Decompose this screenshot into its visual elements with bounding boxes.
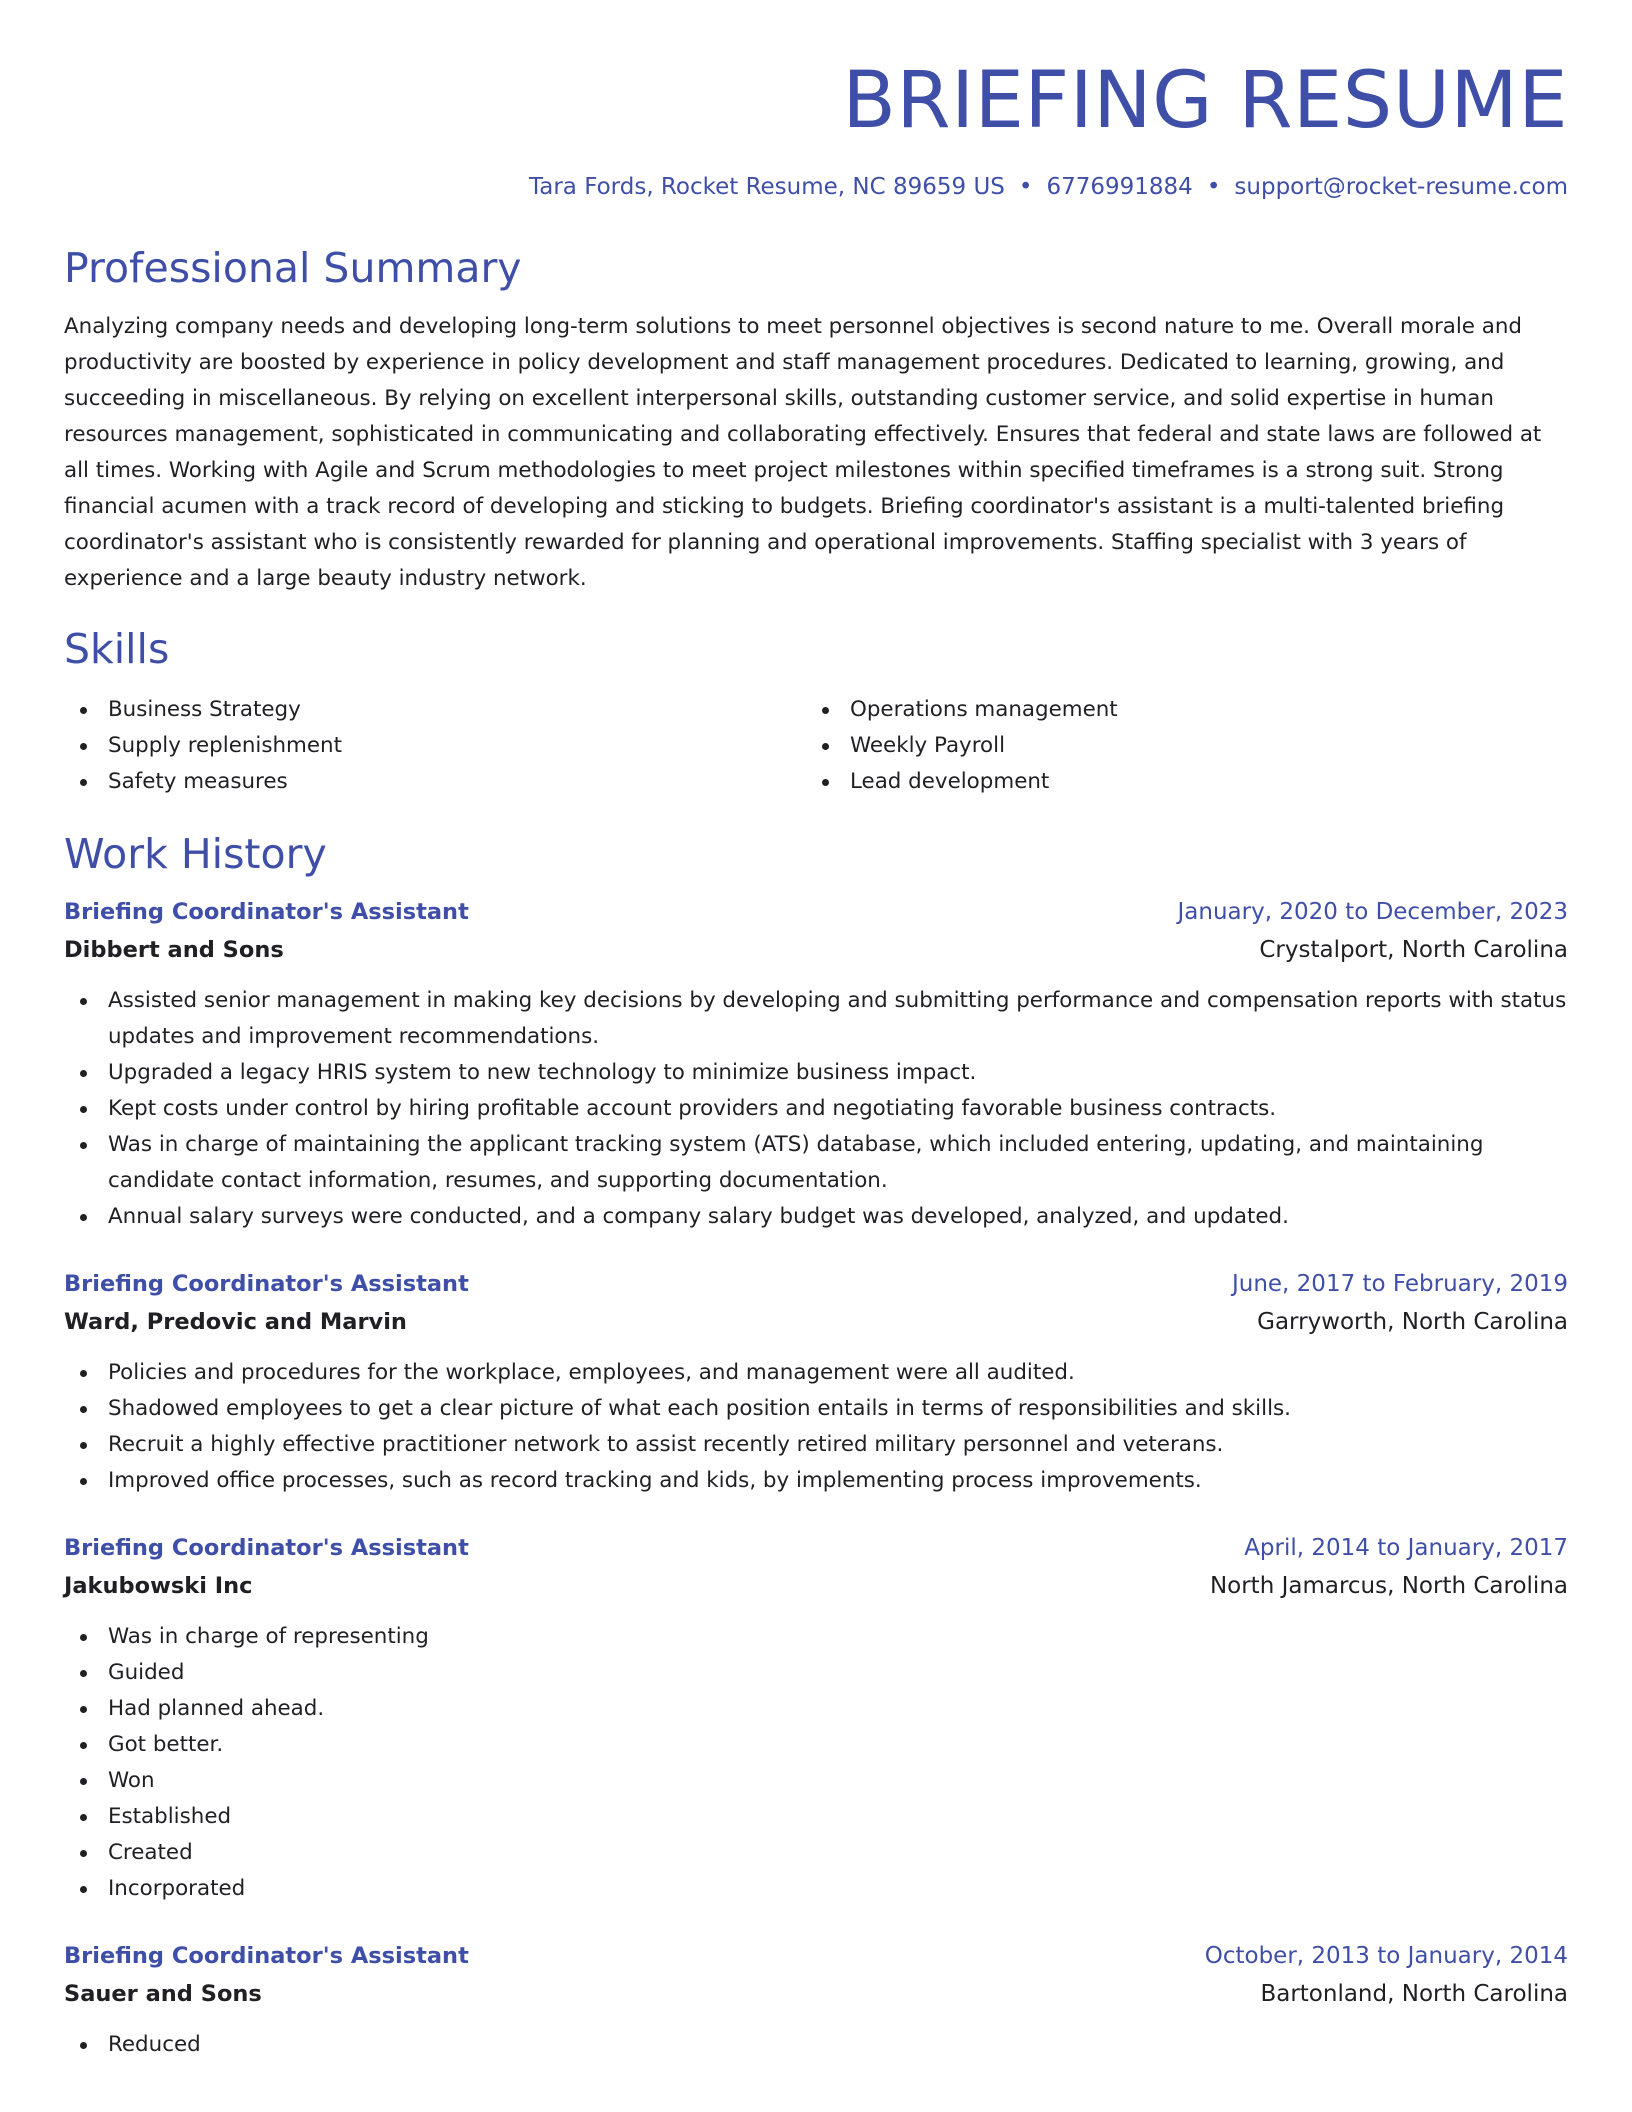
contact-email: support@rocket-resume.com bbox=[1234, 174, 1568, 200]
job-location: Garryworth, North Carolina bbox=[1257, 1309, 1568, 1336]
job-duty: Improved office processes, such as record tracking and kids, by implementing process improvements. bbox=[64, 1463, 1568, 1499]
contact-address: Tara Fords, Rocket Resume, NC 89659 US bbox=[529, 174, 1005, 200]
job-entry bbox=[64, 1529, 1568, 1907]
job-entry bbox=[64, 893, 1568, 1235]
skills-list bbox=[64, 692, 1568, 800]
job-duty: Annual salary surveys were conducted, and a company salary budget was developed, analyzed, and updated. bbox=[64, 1199, 1568, 1235]
job-duties bbox=[64, 2027, 1568, 2063]
job-title: Briefing Coordinator's Assistant bbox=[64, 1943, 469, 1970]
job-duties bbox=[64, 1619, 1568, 1907]
job-duty: Incorporated bbox=[64, 1871, 1568, 1907]
job-entry bbox=[64, 1937, 1568, 2063]
job-dates: October, 2013 to January, 2014 bbox=[1204, 1943, 1568, 1970]
job-duty: Policies and procedures for the workplace, employees, and management were all audited. bbox=[64, 1355, 1568, 1391]
job-header-row bbox=[64, 1529, 1568, 1567]
job-company: Ward, Predovic and Marvin bbox=[64, 1309, 407, 1336]
job-duty: Upgraded a legacy HRIS system to new technology to minimize business impact. bbox=[64, 1055, 1568, 1091]
job-header-row bbox=[64, 893, 1568, 931]
skills-column-right bbox=[806, 692, 1548, 800]
skill-item: Business Strategy bbox=[64, 692, 806, 728]
skill-item: Supply replenishment bbox=[64, 728, 806, 764]
job-title: Briefing Coordinator's Assistant bbox=[64, 1271, 469, 1298]
job-duty: Was in charge of representing bbox=[64, 1619, 1568, 1655]
resume-page bbox=[64, 0, 1568, 2063]
job-duties bbox=[64, 983, 1568, 1235]
job-duty: Kept costs under control by hiring profitable account providers and negotiating favorable business contracts. bbox=[64, 1091, 1568, 1127]
skill-item: Safety measures bbox=[64, 764, 806, 800]
job-duty: Shadowed employees to get a clear picture of what each position entails in terms of responsibilities and skills. bbox=[64, 1391, 1568, 1427]
job-duty: Recruit a highly effective practitioner network to assist recently retired military personnel and veterans. bbox=[64, 1427, 1568, 1463]
job-dates: April, 2014 to January, 2017 bbox=[1244, 1535, 1568, 1562]
skill-item: Lead development bbox=[806, 764, 1548, 800]
job-duties bbox=[64, 1355, 1568, 1499]
skills-heading: Skills bbox=[64, 624, 170, 673]
job-header-row bbox=[64, 1937, 1568, 1975]
job-company-row bbox=[64, 1303, 1568, 1341]
job-company: Jakubowski Inc bbox=[64, 1573, 253, 1600]
contact-separator: • bbox=[1018, 174, 1033, 200]
job-dates: June, 2017 to February, 2019 bbox=[1231, 1271, 1568, 1298]
contact-separator: • bbox=[1206, 174, 1221, 200]
job-duty: Assisted senior management in making key decisions by developing and submitting performance and compensation reports with status updates and improvement recommendations. bbox=[64, 983, 1568, 1055]
job-title: Briefing Coordinator's Assistant bbox=[64, 1535, 469, 1562]
job-duty: Established bbox=[64, 1799, 1568, 1835]
job-duty: Won bbox=[64, 1763, 1568, 1799]
skill-item: Weekly Payroll bbox=[806, 728, 1548, 764]
job-duty: Reduced bbox=[64, 2027, 1568, 2063]
summary-text: Analyzing company needs and developing long-term solutions to meet personnel objectives is second nature to me. Overall morale and productivity are boosted by experience in policy development and staff management procedures. Dedicated to learning, growing, and succeeding in miscellaneous. By relying on excellent interpersonal skills, outstanding customer service, and solid expertise in human resources management, sophisticated in communicating and collaborating effectively. Ensures that federal and state laws are followed at all times. Working with Agile and Scrum methodologies to meet project milestones within specified timeframes is a strong suit. Strong financial acumen with a track record of developing and sticking to budgets. Briefing coordinator's assistant is a multi-talented briefing coordinator's assistant who is consistently rewarded for planning and operational improvements. Staffing specialist with 3 years of experience and a large beauty industry network. bbox=[64, 313, 1542, 591]
job-company: Dibbert and Sons bbox=[64, 937, 284, 964]
job-company-row bbox=[64, 1975, 1568, 2013]
job-company-row bbox=[64, 931, 1568, 969]
job-duty: Had planned ahead. bbox=[64, 1691, 1568, 1727]
contact-line bbox=[64, 174, 1568, 202]
job-location: Crystalport, North Carolina bbox=[1259, 937, 1568, 964]
skill-item: Operations management bbox=[806, 692, 1548, 728]
job-duty: Guided bbox=[64, 1655, 1568, 1691]
job-company-row bbox=[64, 1567, 1568, 1605]
job-entry bbox=[64, 1265, 1568, 1499]
skills-column-left bbox=[64, 692, 806, 800]
job-header-row bbox=[64, 1265, 1568, 1303]
job-location: Bartonland, North Carolina bbox=[1260, 1981, 1568, 2008]
job-dates: January, 2020 to December, 2023 bbox=[1177, 899, 1568, 926]
contact-phone: 6776991884 bbox=[1046, 174, 1193, 200]
job-duty: Was in charge of maintaining the applicant tracking system (ATS) database, which included entering, updating, and maintaining candidate contact information, resumes, and supporting documentation. bbox=[64, 1127, 1568, 1199]
job-title: Briefing Coordinator's Assistant bbox=[64, 899, 469, 926]
resume-title: BRIEFING RESUME bbox=[842, 56, 1568, 146]
summary-heading: Professional Summary bbox=[64, 243, 522, 292]
job-duty: Created bbox=[64, 1835, 1568, 1871]
job-location: North Jamarcus, North Carolina bbox=[1209, 1573, 1568, 1600]
job-company: Sauer and Sons bbox=[64, 1981, 262, 2008]
job-duty: Got better. bbox=[64, 1727, 1568, 1763]
work-history-heading: Work History bbox=[64, 829, 327, 878]
